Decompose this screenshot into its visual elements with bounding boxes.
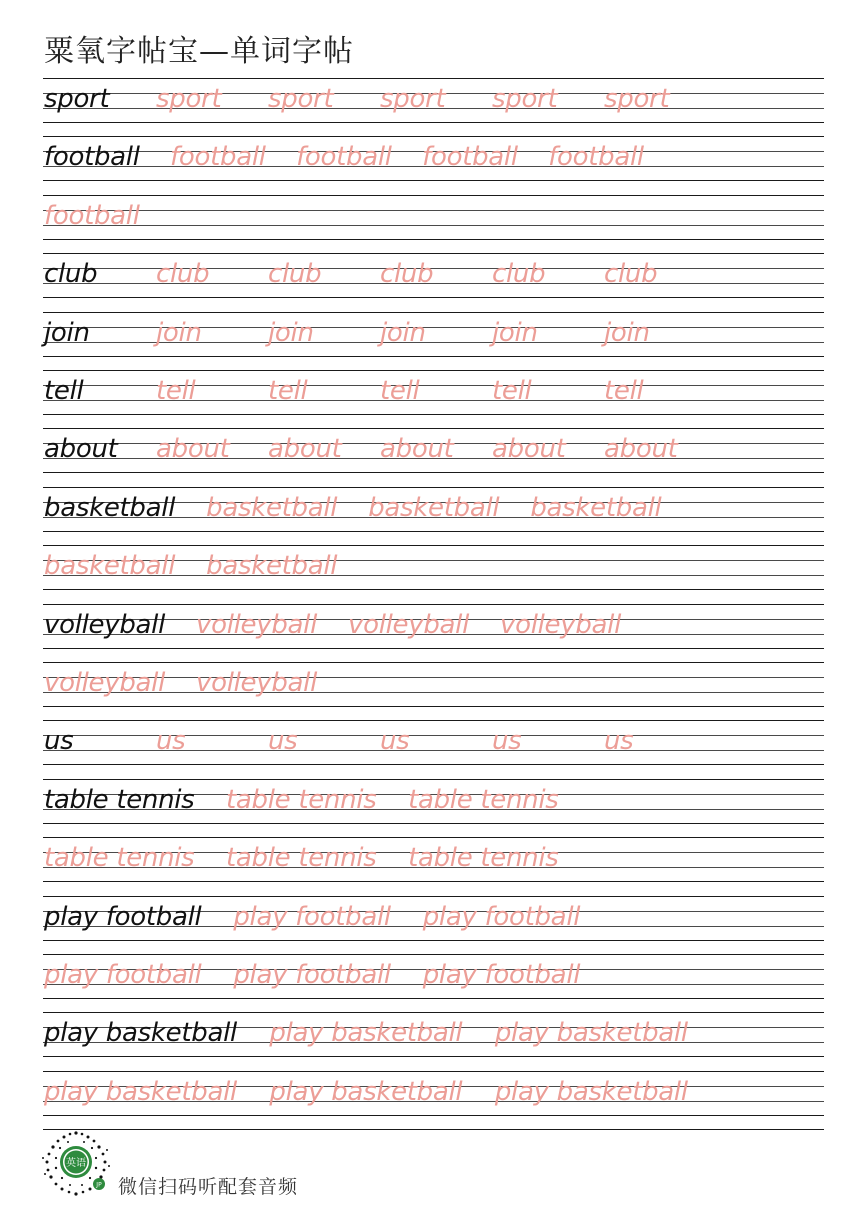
trace-word: volleyball [196,609,318,640]
practice-word: join [44,317,90,348]
trace-word: football [296,142,392,173]
practice-word: sport [44,84,110,114]
trace-word: club [380,259,434,290]
trace-word: football [170,142,266,173]
ruled-line [43,1115,824,1116]
trace-word: us [380,726,410,757]
ruled-line [43,881,824,882]
trace-word: volleyball [500,609,622,640]
trace-word: sport [268,84,334,114]
practice-word: about [44,434,118,465]
trace-word: table tennis [408,843,559,874]
ruled-line [43,531,824,532]
ruled-line [43,648,824,649]
ruled-line [43,779,824,780]
trace-word: football [548,142,644,173]
ruled-line [43,136,824,137]
ruled-line [43,210,824,211]
practice-word: play football [44,901,202,932]
ruled-line [43,896,824,897]
trace-word: play basketball [269,1018,463,1049]
ruled-line [43,297,824,298]
trace-word: play basketball [269,1076,463,1107]
trace-word: tell [492,376,532,406]
trace-word: football [44,200,140,231]
trace-word: play basketball [494,1076,688,1107]
trace-word: join [380,317,426,348]
ruled-line [43,998,824,999]
trace-word: volleyball [196,668,318,698]
ruled-line [43,940,824,941]
trace-word: basketball [44,551,176,582]
trace-word: play football [233,901,391,932]
ruled-line [43,1056,824,1057]
ruled-line [43,195,824,196]
practice-word: club [44,259,98,290]
ruled-line [43,837,824,838]
trace-word: us [604,726,634,757]
trace-word: table tennis [408,784,559,815]
ruled-line [43,764,824,765]
trace-word: basketball [368,492,500,523]
practice-word: tell [44,376,84,406]
trace-word: tell [604,376,644,406]
ruled-line [43,545,824,546]
ruled-line [43,356,824,357]
practice-word: table tennis [44,784,195,815]
trace-word: club [156,259,210,290]
ruled-line [43,662,824,663]
ruled-line [43,239,824,240]
ruled-line [43,370,824,371]
trace-word: join [156,317,202,348]
trace-word: table tennis [44,843,195,874]
ruled-line [43,823,824,824]
practice-word: play basketball [44,1018,237,1049]
footer [40,1128,340,1198]
trace-word: us [156,726,186,757]
page-title: 粟氧字帖宝—单词字帖 [44,34,354,69]
trace-word: basketball [206,492,338,523]
trace-word: play football [44,960,202,990]
ruled-line [43,487,824,488]
trace-word: play football [422,901,581,932]
trace-word: sport [604,84,670,114]
trace-word: sport [492,84,558,114]
trace-word: join [492,317,538,348]
ruled-line [43,253,824,254]
trace-word: club [492,259,546,290]
trace-word: about [268,434,342,465]
trace-word: play football [422,960,581,990]
ruled-line [43,180,824,181]
ruled-line [43,472,824,473]
practice-word: volleyball [44,609,166,640]
trace-word: play basketball [44,1076,237,1107]
ruled-line [43,589,824,590]
qr-badge-label: 英语 [66,1158,86,1169]
trace-word: club [604,259,658,290]
ruled-line [43,954,824,955]
practice-word: basketball [44,492,176,523]
practice-word: us [44,726,74,757]
trace-word: join [268,317,314,348]
footer-text: 微信扫码听配套音频 [118,1176,299,1198]
trace-word: sport [156,84,222,114]
ruled-line [43,720,824,721]
trace-word: volleyball [348,609,470,640]
trace-word: us [268,726,298,757]
trace-word: tell [380,376,420,406]
ruled-line [43,414,824,415]
trace-word: table tennis [226,843,377,874]
ruled-line [43,78,824,79]
trace-word: about [604,434,678,465]
trace-word: table tennis [226,784,377,815]
trace-word: us [492,726,522,757]
trace-word: about [156,434,230,465]
trace-word: tell [268,376,308,406]
ruled-line [43,122,824,123]
trace-word: club [268,259,322,290]
trace-word: play basketball [494,1018,688,1049]
qr-code-icon[interactable] [40,1128,112,1198]
ruled-line [43,428,824,429]
ruled-line [43,706,824,707]
trace-word: volleyball [44,668,166,698]
trace-word: tell [156,376,196,406]
trace-word: about [380,434,454,465]
ruled-line [43,604,824,605]
trace-word: football [422,142,518,173]
trace-word: play football [233,960,391,990]
trace-word: basketball [530,492,662,523]
ruled-line [43,1071,824,1072]
trace-word: join [604,317,650,348]
trace-word: basketball [206,551,338,582]
ruled-line [43,312,824,313]
ruled-line [43,1012,824,1013]
ruled-line [43,225,824,226]
practice-word: football [44,142,140,173]
trace-word: sport [380,84,446,114]
trace-word: about [492,434,566,465]
qr-sub-label: JP [96,1181,102,1189]
